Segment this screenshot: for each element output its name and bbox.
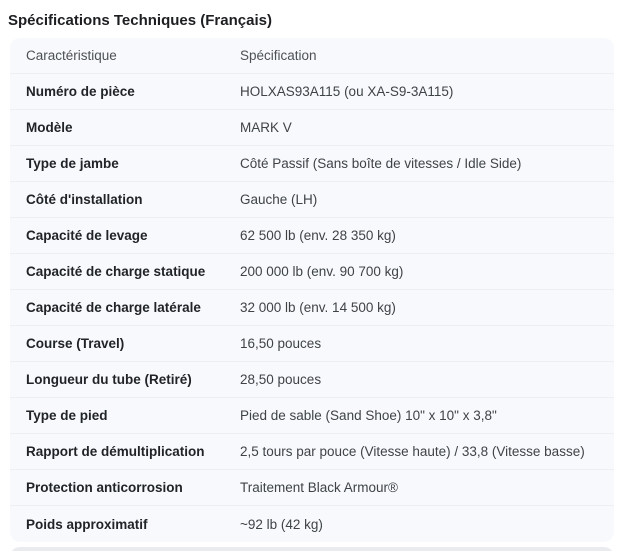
table-row (10, 398, 614, 434)
table-row (10, 362, 614, 398)
spec-label: Côté d'installation (26, 192, 143, 207)
header-column-caracteristique: Caractéristique (26, 48, 117, 63)
spec-label: Numéro de pièce (26, 84, 135, 99)
spec-value: Gauche (LH) (240, 192, 318, 207)
table-row (10, 506, 614, 542)
spec-label: Capacité de levage (26, 228, 148, 243)
table-row (10, 182, 614, 218)
spec-label: Poids approximatif (26, 516, 148, 532)
next-section-card-edge (10, 547, 614, 551)
spec-value: 32 000 lb (env. 14 500 kg) (240, 300, 396, 315)
page-title: Spécifications Techniques (Français) (8, 12, 272, 29)
spec-label: Type de jambe (26, 156, 119, 171)
spec-value: Pied de sable (Sand Shoe) 10" x 10" x 3,8" (240, 408, 497, 423)
spec-label: Type de pied (26, 408, 108, 423)
table-row (10, 434, 614, 470)
table-row (10, 146, 614, 182)
spec-label: Longueur du tube (Retiré) (26, 372, 192, 387)
spec-value: 2,5 tours par pouce (Vitesse haute) / 33,8 (Vitesse basse) (240, 444, 585, 459)
spec-label: Protection anticorrosion (26, 480, 183, 495)
spec-label: Capacité de charge statique (26, 264, 206, 279)
spec-value: Côté Passif (Sans boîte de vitesses / Idle Side) (240, 156, 522, 171)
spec-value: 62 500 lb (env. 28 350 kg) (240, 228, 396, 243)
spec-value: 28,50 pouces (240, 372, 322, 387)
spec-label: Course (Travel) (26, 336, 125, 351)
spec-value: 16,50 pouces (240, 336, 322, 351)
spec-value: 200 000 lb (env. 90 700 kg) (240, 264, 404, 279)
header-column-specification: Spécification (240, 48, 317, 63)
spec-label: Rapport de démultiplication (26, 444, 205, 459)
spec-label: Modèle (26, 120, 73, 135)
table-row (10, 470, 614, 506)
table-header-row (10, 38, 614, 74)
spec-value: Traitement Black Armour® (240, 480, 398, 495)
table-row (10, 254, 614, 290)
spec-value: MARK V (240, 120, 292, 135)
spec-value: HOLXAS93A115 (ou XA-S9-3A115) (240, 84, 454, 99)
spec-value: ~92 lb (42 kg) (240, 516, 323, 532)
table-row (10, 218, 614, 254)
spec-label: Capacité de charge latérale (26, 300, 201, 315)
table-row (10, 110, 614, 146)
table-row (10, 74, 614, 110)
spec-table-card (10, 38, 614, 542)
table-row (10, 290, 614, 326)
table-row (10, 326, 614, 362)
